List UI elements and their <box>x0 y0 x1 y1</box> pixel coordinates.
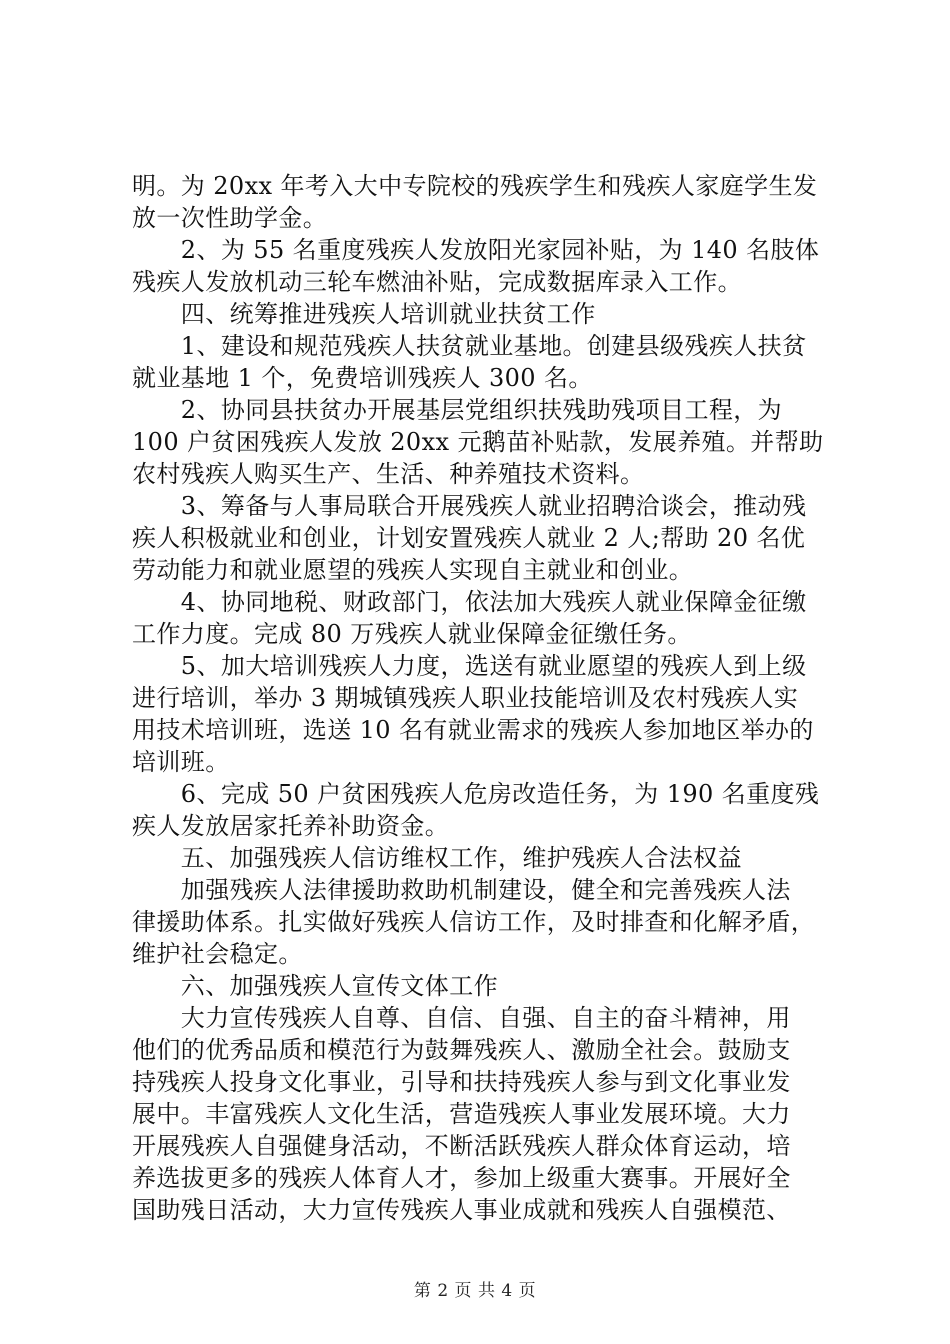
text-line: 1、建设和规范残疾人扶贫就业基地。创建县级残疾人扶贫 <box>132 332 807 360</box>
page-number: 第 2 页 共 4 页 <box>413 1281 537 1301</box>
text-line: 工作力度。完成 80 万残疾人就业保障金征缴任务。 <box>132 620 692 648</box>
text-line: 农村残疾人购买生产、生活、种养殖技术资料。 <box>132 460 645 488</box>
section-heading: 四、统筹推进残疾人培训就业扶贫工作 <box>132 300 596 328</box>
text-line: 6、完成 50 户贫困残疾人危房改造任务，为 190 名重度残 <box>132 780 820 808</box>
text-line: 4、协同地税、财政部门，依法加大残疾人就业保障金征缴 <box>132 588 807 616</box>
text-line: 劳动能力和就业愿望的残疾人实现自主就业和创业。 <box>132 556 694 584</box>
text-line: 养选拔更多的残疾人体育人才，参加上级重大赛事。开展好全 <box>132 1164 791 1192</box>
text-line: 2、协同县扶贫办开展基层党组织扶残助残项目工程，为 <box>132 396 783 424</box>
text-line: 就业基地 1 个，免费培训残疾人 300 名。 <box>132 364 593 392</box>
document-body <box>132 170 832 1226</box>
text-line: 国助残日活动，大力宣传残疾人事业成就和残疾人自强模范、 <box>132 1196 791 1224</box>
text-line: 持残疾人投身文化事业，引导和扶持残疾人参与到文化事业发 <box>132 1068 791 1096</box>
text-line: 100 户贫困残疾人发放 20xx 元鹅苗补贴款，发展养殖。并帮助 <box>132 428 824 456</box>
section-heading: 五、加强残疾人信访维权工作，维护残疾人合法权益 <box>132 844 742 872</box>
text-line: 展中。丰富残疾人文化生活，营造残疾人事业发展环境。大力 <box>132 1100 791 1128</box>
text-line: 律援助体系。扎实做好残疾人信访工作，及时排查和化解矛盾， <box>132 908 816 936</box>
text-line: 残疾人发放机动三轮车燃油补贴，完成数据库录入工作。 <box>132 268 742 296</box>
text-line: 开展残疾人自强健身活动，不断活跃残疾人群众体育运动，培 <box>132 1132 791 1160</box>
text-line: 维护社会稳定。 <box>132 940 303 968</box>
text-line: 疾人积极就业和创业，计划安置残疾人就业 2 人;帮助 20 名优 <box>132 524 806 552</box>
text-line: 他们的优秀品质和模范行为鼓舞残疾人、激励全社会。鼓励支 <box>132 1036 791 1064</box>
text-line: 3、筹备与人事局联合开展残疾人就业招聘洽谈会，推动残 <box>132 492 807 520</box>
text-line: 培训班。 <box>132 748 230 776</box>
section-heading: 六、加强残疾人宣传文体工作 <box>132 972 498 1000</box>
text-line: 明。为 20xx 年考入大中专院校的残疾学生和残疾人家庭学生发 <box>132 172 818 200</box>
text-line: 大力宣传残疾人自尊、自信、自强、自主的奋斗精神，用 <box>132 1004 791 1032</box>
text-line: 5、加大培训残疾人力度，选送有就业愿望的残疾人到上级 <box>132 652 807 680</box>
text-line: 放一次性助学金。 <box>132 204 328 232</box>
text-line: 用技术培训班，选送 10 名有就业需求的残疾人参加地区举办的 <box>132 716 814 744</box>
text-line: 疾人发放居家托养补助资金。 <box>132 812 450 840</box>
text-line: 2、为 55 名重度残疾人发放阳光家园补贴，为 140 名肢体 <box>132 236 820 264</box>
text-line: 加强残疾人法律援助救助机制建设，健全和完善残疾人法 <box>132 876 791 904</box>
text-line: 进行培训，举办 3 期城镇残疾人职业技能培训及农村残疾人实 <box>132 684 799 712</box>
